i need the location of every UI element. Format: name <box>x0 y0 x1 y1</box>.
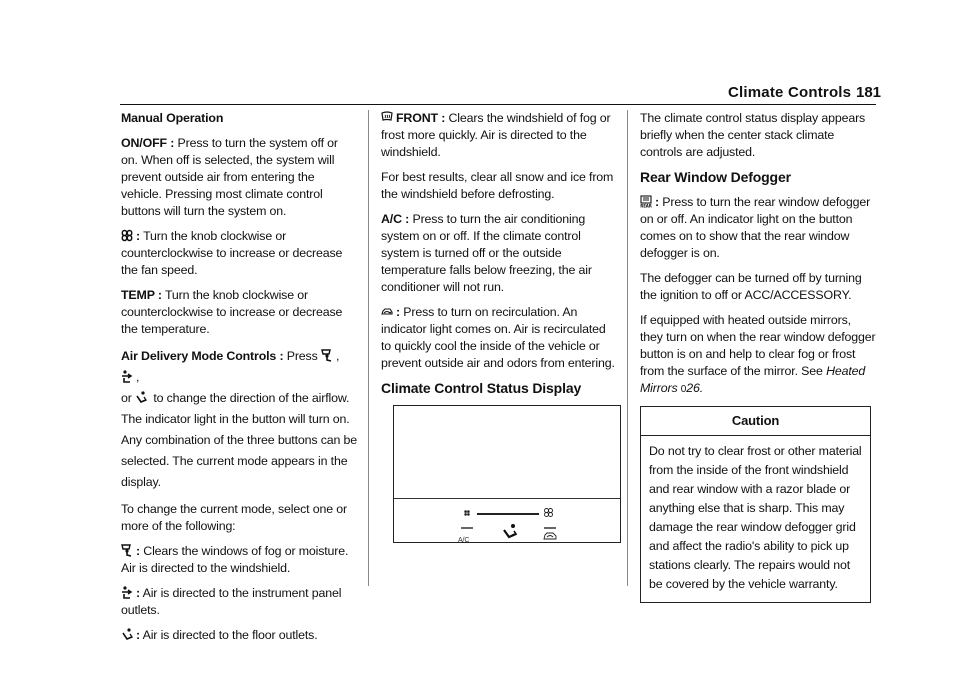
mode1-label: : <box>136 544 140 558</box>
defrost-floor-icon <box>321 349 333 362</box>
section-title: Climate Controls <box>728 84 852 101</box>
onoff-paragraph <box>121 135 357 220</box>
rwd-label: : <box>655 195 659 209</box>
rear-defog-icon <box>640 195 652 208</box>
ac-text: Press to turn the air conditioning system on or off. If the climate control system is turned off or the outside temperature falls below freezing, the air conditioner will not run. <box>381 212 592 294</box>
ac-paragraph <box>381 211 617 296</box>
floor-vent-icon-2 <box>121 628 133 641</box>
front-text: Clears the windshield of fog or frost more quickly. Air is directed to the windshield. <box>381 111 611 159</box>
fan-label: : <box>136 229 140 243</box>
mode2-text: Air is directed to the instrument panel outlets. <box>121 586 342 617</box>
panel-vent-icon-2 <box>121 586 133 599</box>
temp-paragraph <box>121 287 357 338</box>
fan-high-icon <box>544 508 553 517</box>
recirc-text: Press to turn on recirculation. An indicator light comes on. Air is recirculated to quickly cool the inside of the vehicle or prevent outside air and odors from entering. <box>381 305 615 370</box>
fan-icon <box>121 229 133 242</box>
defog-off-paragraph: The defogger can be turned off by turning the ignition to off or ACC/ACCESSORY. <box>640 271 862 302</box>
adm-rest: to change the direction of the airflow. The indicator light in the button will turn on. Any combination of the three buttons can be selected. The current mode appears in the display. <box>121 391 358 489</box>
front-label: FRONT : <box>396 111 446 125</box>
page-number: 181 <box>856 84 882 101</box>
mode3-label: : <box>136 628 140 642</box>
manual-operation-heading: Manual Operation <box>121 111 224 125</box>
caution-box <box>640 406 871 603</box>
recirc-indicator-bar <box>544 527 556 529</box>
caution-title: Caution <box>641 407 870 436</box>
defrost-floor-icon-2 <box>121 544 133 557</box>
status-text-paragraph: The climate control status display appears briefly when the center stack climate controls are adjusted. <box>640 111 866 159</box>
header-rule <box>120 104 876 105</box>
fan-text: Turn the knob clockwise or counterclockwise to increase or decrease the fan speed. <box>121 229 343 277</box>
air-delivery-label: Air Delivery Mode Controls : <box>121 349 284 363</box>
ac-indicator-bar <box>461 527 473 529</box>
rear-defogger-heading: Rear Window Defogger <box>640 169 791 185</box>
mode-floor-paragraph <box>121 627 357 644</box>
front-defrost-paragraph <box>381 110 617 161</box>
rear-defogger-paragraph <box>640 194 876 262</box>
onoff-text: Press to turn the system off or on. When off is selected, the system will prevent outside air from entering the vehicle. Pressing most climate control buttons will turn the system on. <box>121 136 338 218</box>
mode1-text: Clears the windows of fog or moisture. Air is directed to the windshield. <box>121 544 349 575</box>
onoff-label: ON/OFF : <box>121 136 175 150</box>
heated-mirrors-link[interactable]: Heated Mirrors <box>640 364 866 395</box>
page-ref-arrow: 0 <box>680 384 687 395</box>
fan-speed-bar <box>477 513 539 515</box>
display-ac-label: A/C <box>458 537 470 544</box>
mode-panel-paragraph <box>121 585 357 619</box>
mode-defrost-paragraph <box>121 543 357 577</box>
recirc-label: : <box>396 305 400 319</box>
column-divider-left <box>368 110 369 586</box>
recirculation-icon <box>381 305 393 318</box>
column-1 <box>121 110 357 652</box>
adm-or: or <box>121 391 132 405</box>
temp-text: Turn the knob clockwise or counterclockwise to increase or decrease the temperature. <box>121 288 343 336</box>
heated-mirrors-paragraph <box>640 312 876 398</box>
adm-press: Press <box>286 349 318 363</box>
caution-body: Do not try to clear frost or other material from the inside of the front windshield and rear window with a razor blade or anything else that is sharp. This may damage the rear window defogger grid and affect the radio's ability to pick up stations clearly. The repairs would not be covered by the vehicle warranty. <box>649 444 862 591</box>
panel-vent-icon <box>121 370 133 383</box>
recirc-paragraph <box>381 304 617 372</box>
status-display-heading: Climate Control Status Display <box>381 380 582 396</box>
fan-low-icon <box>464 510 470 516</box>
adm-comma-2: , <box>136 370 140 384</box>
rwd-text: Press to turn the rear window defogger on or off. An indicator light on the button comes on to show that the rear window defogger is on. <box>640 195 871 260</box>
ac-label: A/C : <box>381 212 410 226</box>
front-defrost-icon <box>381 111 393 124</box>
svg-text:REAR: REAR <box>640 203 652 208</box>
column-divider-right <box>627 110 628 586</box>
climate-status-display-figure <box>393 405 621 543</box>
column-2 <box>381 110 617 543</box>
page-header <box>0 84 960 104</box>
mirrors-page-ref: 26. <box>686 381 703 395</box>
mode2-label: : <box>136 586 140 600</box>
best-results-paragraph: For best results, clear all snow and ice from the windshield before defrosting. <box>381 170 614 201</box>
display-recirculation-icon <box>543 531 557 540</box>
display-floor-vent-icon <box>502 523 518 539</box>
fan-paragraph <box>121 228 357 279</box>
display-divider <box>394 498 620 499</box>
air-delivery-paragraph <box>121 346 357 493</box>
mode3-text: Air is directed to the floor outlets. <box>142 628 318 642</box>
change-mode-paragraph: To change the current mode, select one or more of the following: <box>121 502 347 533</box>
column-3 <box>640 110 876 603</box>
floor-vent-icon <box>135 391 147 404</box>
temp-label: TEMP : <box>121 288 162 302</box>
adm-comma: , <box>335 349 340 363</box>
mirrors-text: If equipped with heated outside mirrors, they turn on when the rear window defogger button is on and help to clear fog or frost from the surface of the mirror. See <box>640 313 876 378</box>
